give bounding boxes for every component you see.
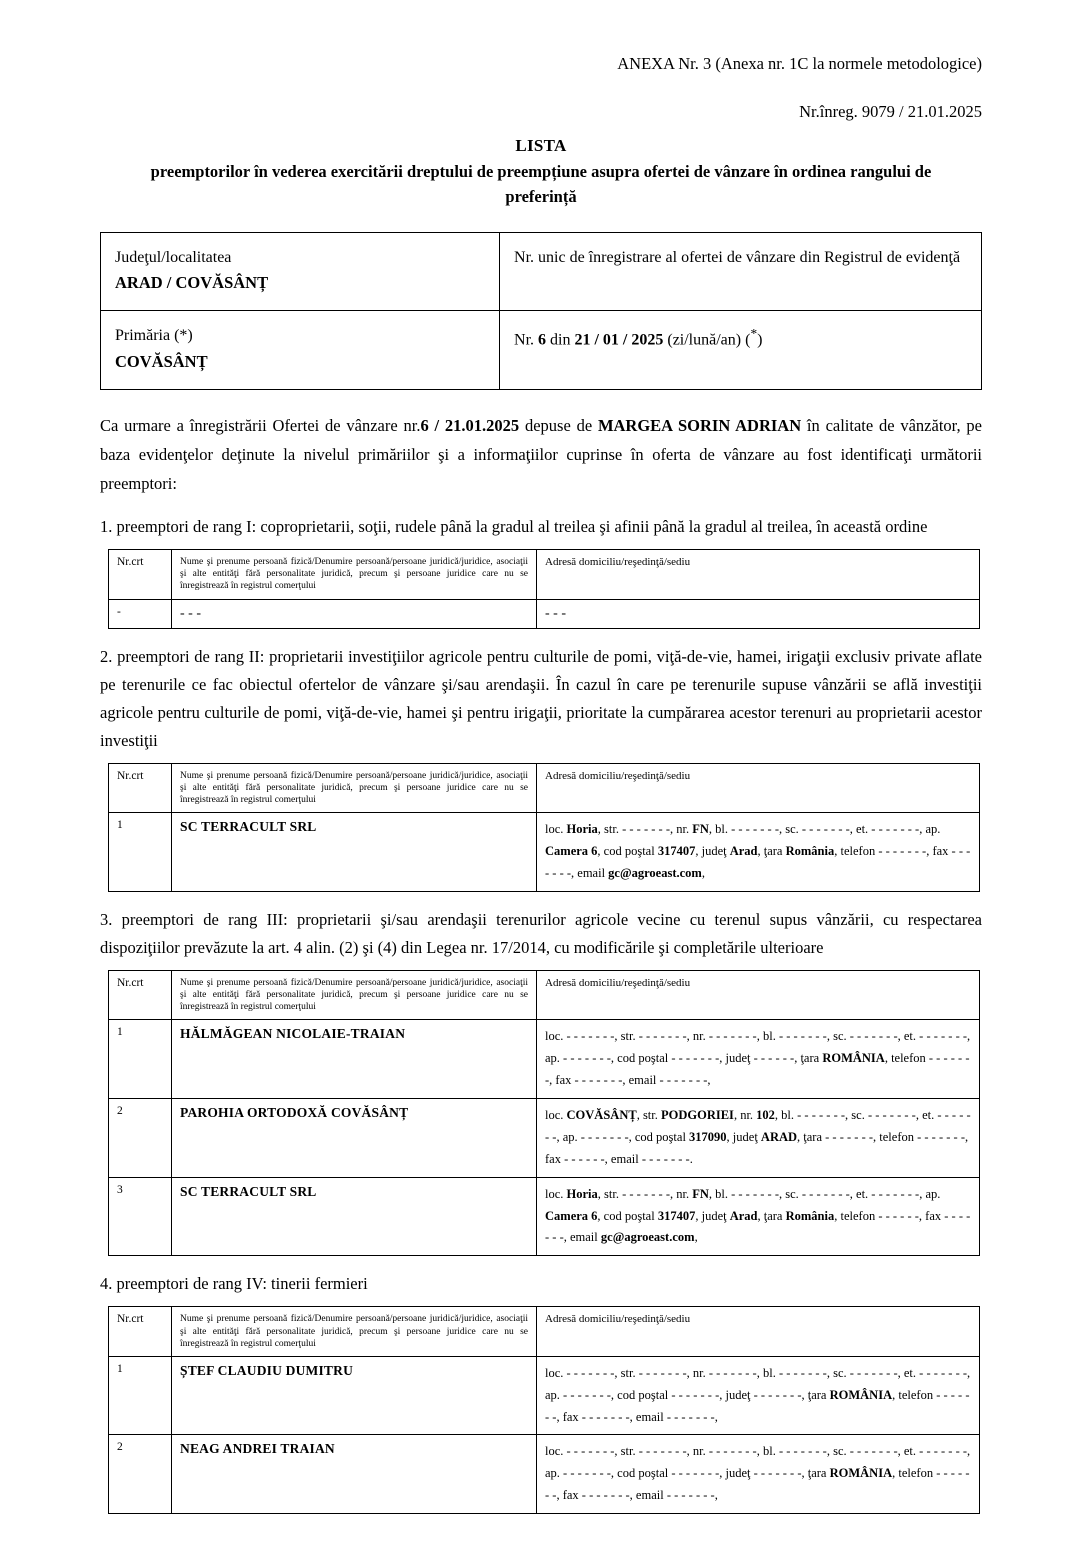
- row-address: loc. Horia, str. - - - - - - -, nr. FN, bl. - - - - - - -, sc. - - - - - - -, et. - - - - - - -, ap. Camera 6, cod poştal 317407, judeţ Arad, ţara România, telefon - - - - - -, fax - - - - - - -, email gc@agroeast.com,: [537, 1177, 980, 1256]
- table-row: [109, 1177, 980, 1256]
- table-row: [109, 599, 980, 628]
- table-row: [109, 1356, 980, 1435]
- table-row: [101, 311, 982, 390]
- unique-number-cell: [500, 232, 982, 311]
- annex-reference: ANEXA Nr. 3 (Anexa nr. 1C la normele metodologice): [617, 54, 982, 73]
- nr-date: 21 / 01 / 2025: [574, 331, 664, 349]
- table-row: [109, 1020, 980, 1099]
- table-header-row: [109, 763, 980, 812]
- row-nr: 2: [109, 1099, 172, 1178]
- table-header-row: [109, 550, 980, 599]
- column-header-address: Adresă domiciliu/reşedinţă/sediu: [537, 763, 980, 812]
- column-header-name: Nume şi prenume persoană fizică/Denumire persoană/persoane juridică/juridice, asociaţii şi alte entităţi fără personalitate juridică, precum şi persoane juridice care nu se înregistrează în registrul comerţului: [172, 763, 537, 812]
- row-nr: 2: [109, 1435, 172, 1514]
- column-header-nr: Nr.crt: [109, 1307, 172, 1356]
- table-header-row: [109, 1307, 980, 1356]
- column-header-nr: Nr.crt: [109, 763, 172, 812]
- row-address: loc. - - - - - - -, str. - - - - - - -, nr. - - - - - - -, bl. - - - - - - -, sc. - - - - - - -, et. - - - - - - -, ap. - - - - - - -, cod poştal - - - - - - -, judeţ - - - - - - -, ţara ROMÂNIA, telefon - - - - - - -, fax - - - - - - -, email - - - - - - -,: [537, 1435, 980, 1514]
- row-address: loc. - - - - - - -, str. - - - - - - -, nr. - - - - - - -, bl. - - - - - - -, sc. - - - - - - -, et. - - - - - - -, ap. - - - - - - -, cod poştal - - - - - - -, judeţ - - - - - - -, ţara ROMÂNIA, telefon - - - - - - -, fax - - - - - - -, email - - - - - - -,: [537, 1356, 980, 1435]
- intro-paragraph: [100, 412, 982, 499]
- row-name: ȘTEF CLAUDIU DUMITRU: [172, 1356, 537, 1435]
- row-name: NEAG ANDREI TRAIAN: [172, 1435, 537, 1514]
- table-header-row: [109, 970, 980, 1019]
- column-header-name: Nume şi prenume persoană fizică/Denumire persoană/persoane juridică/juridice, asociaţii şi alte entităţi fără personalitate juridică, precum şi persoane juridice care nu se înregistrează în registrul comerţului: [172, 970, 537, 1019]
- document-subtitle: preemptorilor în vederea exercitării dreptului de preempțiune asupra ofertei de vânzare în ordinea rangului de preferință: [150, 162, 932, 206]
- document-title: LISTA: [515, 136, 567, 155]
- column-header-name: Nume şi prenume persoană fizică/Denumire persoană/persoane juridică/juridice, asociaţii şi alte entităţi fără personalitate juridică, precum şi persoane juridice care nu se înregistrează în registrul comerţului: [172, 1307, 537, 1356]
- row-name: HĂLMĂGEAN NICOLAIE-TRAIAN: [172, 1020, 537, 1099]
- nr-prefix: Nr.: [514, 331, 539, 349]
- rank-4-heading: 4. preemptori de rang IV: tinerii fermieri: [100, 1274, 368, 1294]
- county-cell: [101, 232, 500, 311]
- row-address: loc. - - - - - - -, str. - - - - - - -, nr. - - - - - - -, bl. - - - - - - -, sc. - - - - - - -, et. - - - - - - -, ap. - - - - - - -, cod poştal - - - - - - -, judeţ - - - - - -, ţara ROMÂNIA, telefon - - - - - - -, fax - - - - - - -, email - - - - - - -,: [537, 1020, 980, 1099]
- column-header-nr: Nr.crt: [109, 550, 172, 599]
- row-address: loc. Horia, str. - - - - - - -, nr. FN, bl. - - - - - - -, sc. - - - - - - -, et. - - - - - - -, ap. Camera 6, cod poştal 317407, judeţ Arad, ţara România, telefon - - - - - - -, fax - - - - - - -, email gc@agroeast.com,: [537, 813, 980, 892]
- offer-number: 6 / 21.01.2025: [420, 416, 520, 436]
- unique-number-label: Nr. unic de înregistrare al ofertei de vânzare din Registrul de evidenţă: [514, 248, 961, 266]
- rank-3-heading: 3. preemptori de rang III: proprietarii şi/sau arendaşii terenurilor agricole vecine cu terenul supus vânzării, cu respectarea dispoziţiilor prevăzute la art. 4 alin. (2) şi (4) din Legea nr. 17/2014, cu modificările şi completările ulterioare: [100, 909, 982, 957]
- identification-table: [100, 232, 982, 391]
- county-value: ARAD / COVĂSÂNȚ: [115, 273, 269, 293]
- registration-number: Nr.înreg. 9079 / 21.01.2025: [799, 102, 982, 121]
- table-row: [109, 813, 980, 892]
- rank-2-table: [108, 763, 980, 892]
- intro-part1: Ca urmare a înregistrării Ofertei de vânzare nr.: [100, 416, 421, 436]
- nr-suffix: (zi/lună/an) (: [663, 331, 751, 349]
- city-hall-value: COVĂSÂNȚ: [115, 352, 208, 372]
- intro-part3: în calitate de vânzător, pe baza evidenţelor deţinute la nivelul primăriilor şi a informaţiilor cuprinse în oferta de vânzare au fost identificaţi următorii preemptori:: [100, 416, 982, 494]
- row-address: loc. COVĂSÂNȚ, str. PODGORIEI, nr. 102, bl. - - - - - - -, sc. - - - - - - -, et. - - - - - - -, ap. - - - - - - -, cod poştal 317090, judeţ ARAD, ţara - - - - - - -, telefon - - - - - - -, fax - - - - - -, email - - - - - - -.: [537, 1099, 980, 1178]
- seller-name: MARGEA SORIN ADRIAN: [597, 416, 802, 436]
- table-row: [109, 1435, 980, 1514]
- row-name: SC TERRACULT SRL: [172, 813, 537, 892]
- column-header-name: Nume şi prenume persoană fizică/Denumire persoană/persoane juridică/juridice, asociaţii şi alte entităţi fără personalitate juridică, precum şi persoane juridice care nu se înregistrează în registrul comerţului: [172, 550, 537, 599]
- column-header-address: Adresă domiciliu/reşedinţă/sediu: [537, 970, 980, 1019]
- row-nr: 3: [109, 1177, 172, 1256]
- offer-number-cell: [500, 311, 982, 390]
- column-header-address: Adresă domiciliu/reşedinţă/sediu: [537, 550, 980, 599]
- nr-end: ): [757, 331, 763, 349]
- rank-4-table: [108, 1306, 980, 1514]
- intro-part2: depuse de: [519, 416, 598, 436]
- table-row: [109, 1099, 980, 1178]
- rank-2-heading: 2. preemptori de rang II: proprietarii investiţiilor agricole pentru culturile de pomi, viţă-de-vie, hamei, irigaţii exclusiv private aflate pe terenurile ce fac obiectul ofertelor de vânzare şi/sau arendaşii. În cazul în care pe terenurile supuse vânzării se află investiţii agricole pentru culturile de pomi, viţă-de-vie, hamei şi pentru irigaţii, prioritate la cumpărarea acestor terenuri au proprietarii acestor investiţii: [100, 646, 982, 750]
- rank-1-table: [108, 549, 980, 628]
- row-name: PAROHIA ORTODOXĂ COVĂSÂNȚ: [172, 1099, 537, 1178]
- column-header-nr: Nr.crt: [109, 970, 172, 1019]
- nr-din: din: [546, 331, 575, 349]
- row-name: SC TERRACULT SRL: [172, 1177, 537, 1256]
- rank-1-heading: 1. preemptori de rang I: coproprietarii, soţii, rudele până la gradul al treilea şi afinii până la gradul al treilea, în această ordine: [100, 517, 928, 537]
- rank-3-table: [108, 970, 980, 1256]
- row-name: - - -: [172, 599, 537, 628]
- table-row: [101, 232, 982, 311]
- row-nr: 1: [109, 1356, 172, 1435]
- county-label: Judeţul/localitatea: [115, 248, 232, 266]
- city-hall-cell: [101, 311, 500, 390]
- row-address: - - -: [537, 599, 980, 628]
- row-nr: -: [109, 599, 172, 628]
- city-hall-label: Primăria (*): [115, 327, 193, 345]
- row-nr: 1: [109, 813, 172, 892]
- nr-value: 6: [538, 331, 547, 349]
- column-header-address: Adresă domiciliu/reşedinţă/sediu: [537, 1307, 980, 1356]
- row-nr: 1: [109, 1020, 172, 1099]
- footnote-marker: *: [750, 326, 758, 342]
